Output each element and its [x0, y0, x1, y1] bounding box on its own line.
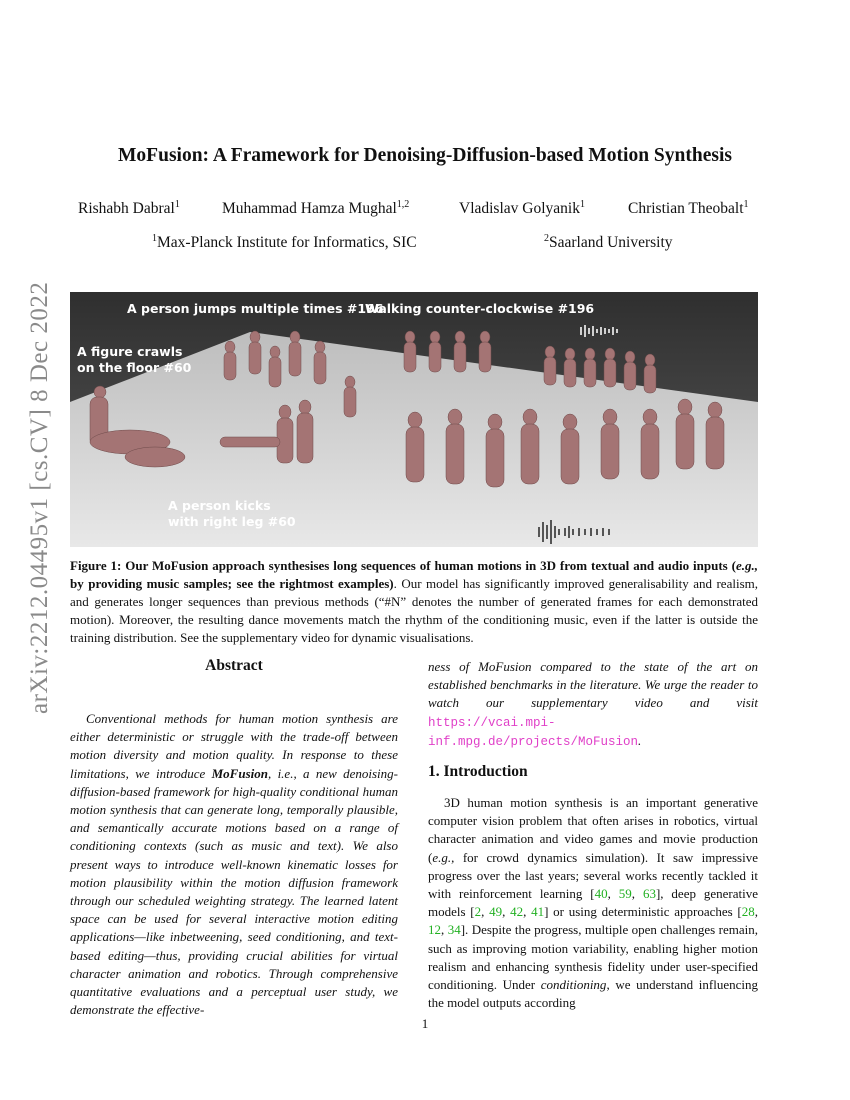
author-sup: 1	[579, 198, 585, 210]
project-url-link[interactable]: https://vcai.mpi-inf.mpg.de/projects/MoFusion	[428, 715, 639, 749]
citation-link[interactable]: 42	[510, 904, 524, 920]
author-3	[459, 200, 585, 218]
figure-caption	[70, 557, 758, 647]
citation-link[interactable]: 34	[447, 922, 461, 938]
intro-heading-wrap	[428, 763, 528, 781]
affiliation-1	[152, 234, 417, 252]
citation-link[interactable]: 59	[618, 886, 632, 902]
label-crawls-line1: A figure crawls	[77, 344, 183, 359]
author-1	[78, 200, 180, 218]
author-sup: 1	[743, 198, 749, 210]
caption-bold: Figure 1: Our MoFusion approach synthesises long sequences of human motions in 3D from textual and audio inputs (e.g., by providing music samples; see the rightmost examples)	[70, 558, 758, 591]
author-name: Muhammad Hamza Mughal	[222, 200, 397, 217]
author-2	[222, 200, 409, 218]
citation-link[interactable]: 2	[474, 904, 482, 920]
label-crawls-line2: on the floor #60	[77, 360, 192, 375]
label-kicks-line1: A person kicks	[168, 498, 271, 513]
citation-link[interactable]: 41	[531, 904, 545, 920]
affiliation-name: Max-Planck Institute for Informatics, SIC	[157, 234, 417, 251]
paper-title: MoFusion: A Framework for Denoising-Diffusion-based Motion Synthesis	[118, 145, 732, 166]
arxiv-stamp: arXiv:2212.04495v1 [cs.CV] 8 Dec 2022	[26, 281, 53, 714]
author-sup: 1	[174, 198, 180, 210]
citation-link[interactable]: 40	[594, 886, 608, 902]
caption-text: . Our model has significantly improved generalisability and realism, and generates longer sequences than previous methods (“#N” denotes the number of generated frames for each demonstrated motion). Moreover, the resulting dance movements match the rhythm of the conditioning music, even if the latter is outside the training distribution. See the supplementary video for dynamic visualisations.	[70, 576, 758, 645]
abstract-continuation: ness of MoFusion compared to the state of the art on established benchmarks in the literature. We urge the reader to watch our supplementary video and visit https://vcai.mpi-inf.mpg.de/projects/MoFusion.	[428, 659, 758, 749]
method-name: MoFusion	[211, 765, 268, 781]
intro-heading: 1. Introduction	[428, 763, 528, 780]
author-name: Rishabh Dabral	[78, 200, 175, 217]
author-sup: 1,2	[396, 198, 410, 210]
abstract-heading-wrap	[70, 657, 398, 675]
citation-link[interactable]: 63	[642, 886, 656, 902]
author-4	[628, 200, 749, 218]
label-kicks-line2: with right leg #60	[168, 514, 296, 529]
affiliation-sup: 1	[152, 232, 157, 244]
affiliation-sup: 2	[544, 232, 549, 244]
abstract-body: Conventional methods for human motion synthesis are either deterministic or struggle with the trade-off between motion diversity and motion quality. In response to these limitations, we introduce MoFusion, i.e., a new denoising-diffusion-based framework for high-quality conditional human motion synthesis that can generate long, temporally plausible, and semantically accurate motions based on a range of conditioning contexts (such as music and text). We also present ways to introduce well-known kinematic losses for motion plausibility within the motion diffusion framework through our scheduled weighting strategy. The learned latent space can be used for several interactive motion editing applications—like inbetweening, seed conditioning, and text-based editing—thus, providing crucial abilities for virtual character animation and robotics. Through comprehensive quantitative evaluations and a perceptual user study, we demonstrate the effective-	[70, 711, 398, 1018]
page-number: 1	[421, 1016, 429, 1031]
citation-link[interactable]: 49	[489, 904, 503, 920]
teaser-figure	[70, 292, 758, 547]
citation-link[interactable]: 12	[428, 922, 441, 938]
label-jumps: A person jumps multiple times #196	[127, 301, 384, 316]
intro-body: 3D human motion synthesis is an important generative computer vision problem that often arises in robotics, virtual character animation and video games and movie production (e.g., for crowd dynamics simulation). It saw impressive progress over the last years; several works recently tackled it with reinforcement learning [40, 59, 63], deep generative models [2, 49, 42, 41] or using deterministic approaches [28, 12, 34]. Despite the progress, multiple open challenges remain, such as improving motion variability, enabling higher motion realism and enhancing synthesis fidelity under user-specified conditioning. Under conditioning, we understand influencing the model outputs according	[428, 795, 759, 1011]
label-walking: Walking counter-clockwise #196	[365, 301, 595, 316]
affiliation-2	[544, 234, 673, 252]
author-name: Christian Theobalt	[628, 200, 744, 217]
author-name: Vladislav Golyanik	[459, 200, 580, 217]
affiliation-name: Saarland University	[549, 234, 673, 251]
citation-link[interactable]: 28	[741, 904, 755, 920]
abstract-heading: Abstract	[205, 657, 263, 674]
